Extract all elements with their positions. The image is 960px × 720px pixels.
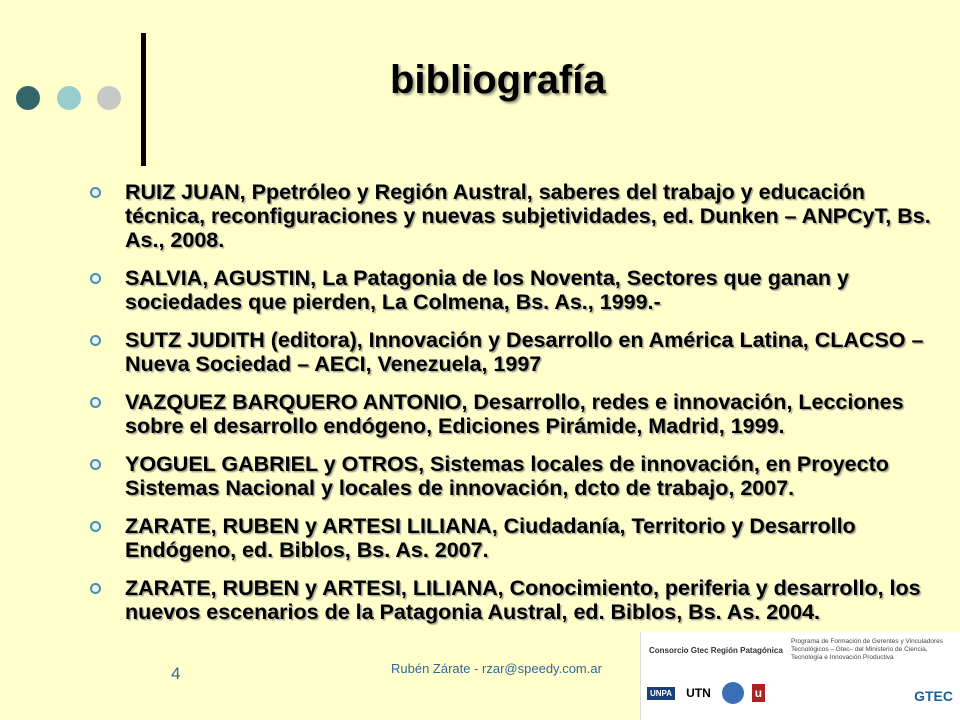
entry-text: SALVIA, AGUSTIN, La Patagonia de los Noventa, Sectores que ganan y sociedades que pierden, La Colmena, Bs. As., 1999.- — [125, 266, 849, 314]
university-logo: u — [752, 684, 765, 702]
bibliography-entry — [88, 328, 938, 376]
bullet-icon — [90, 273, 101, 284]
consortium-logo-text: Consorcio Gtec Región Patagónica — [649, 646, 783, 655]
bibliography-entry — [88, 452, 938, 500]
entry-text: ZARATE, RUBEN y ARTESI LILIANA, Ciudadanía, Territorio y Desarrollo Endógeno, ed. Biblos, Bs. As. 2007. — [125, 514, 856, 562]
page-number: 4 — [171, 664, 181, 683]
bibliography-list — [88, 180, 938, 638]
bibliography-entry — [88, 576, 938, 624]
dark-teal-dot — [16, 86, 40, 110]
bibliography-entry — [88, 390, 938, 438]
bullet-icon — [90, 521, 101, 532]
bullet-icon — [90, 397, 101, 408]
sponsor-logos — [640, 632, 960, 720]
entry-text: SUTZ JUDITH (editora), Innovación y Desarrollo en América Latina, CLACSO – Nueva Sociedad – AECI, Venezuela, 1997 — [125, 328, 924, 376]
footer-credit: Rubén Zárate - rzar@speedy.com.ar — [391, 661, 602, 676]
bibliography-entry — [88, 514, 938, 562]
bullet-icon — [90, 335, 101, 346]
bullet-icon — [90, 459, 101, 470]
slide-title: bibliografía — [390, 58, 606, 102]
university-seal-icon — [722, 682, 744, 704]
program-description: Programa de Formación de Gerentes y Vinculadores Tecnológicos – Gtec– del Ministerio de Ciencia, Tecnología e Innovación Productiva — [791, 638, 943, 661]
entry-text: RUIZ JUAN, Ppetróleo y Región Austral, saberes del trabajo y educación técnica, reconfiguraciones y nuevas subjetividades, ed. Dunken – ANPCyT, Bs. As., 2008. — [125, 180, 931, 252]
entry-text: VAZQUEZ BARQUERO ANTONIO, Desarrollo, redes e innovación, Lecciones sobre el desarrollo endógeno, Ediciones Pirámide, Madrid, 1999. — [125, 390, 904, 438]
title-divider — [141, 33, 146, 166]
bibliography-entry — [88, 180, 938, 252]
bullet-icon — [90, 187, 101, 198]
logo-row — [647, 682, 765, 704]
gray-dot — [97, 86, 121, 110]
entry-text: YOGUEL GABRIEL y OTROS, Sistemas locales de innovación, en Proyecto Sistemas Nacional y locales de innovación, dcto de trabajo, 2007. — [125, 452, 889, 500]
gtec-logo: GTEC — [914, 688, 953, 704]
entry-text: ZARATE, RUBEN y ARTESI, LILIANA, Conocimiento, periferia y desarrollo, los nuevos escenarios de la Patagonia Austral, ed. Biblos, Bs. As. 2004. — [125, 576, 921, 624]
bullet-icon — [90, 583, 101, 594]
bibliography-entry — [88, 266, 938, 314]
unpa-logo: UNPA — [647, 687, 675, 700]
utn-logo: UTN — [683, 684, 714, 702]
light-teal-dot — [57, 86, 81, 110]
